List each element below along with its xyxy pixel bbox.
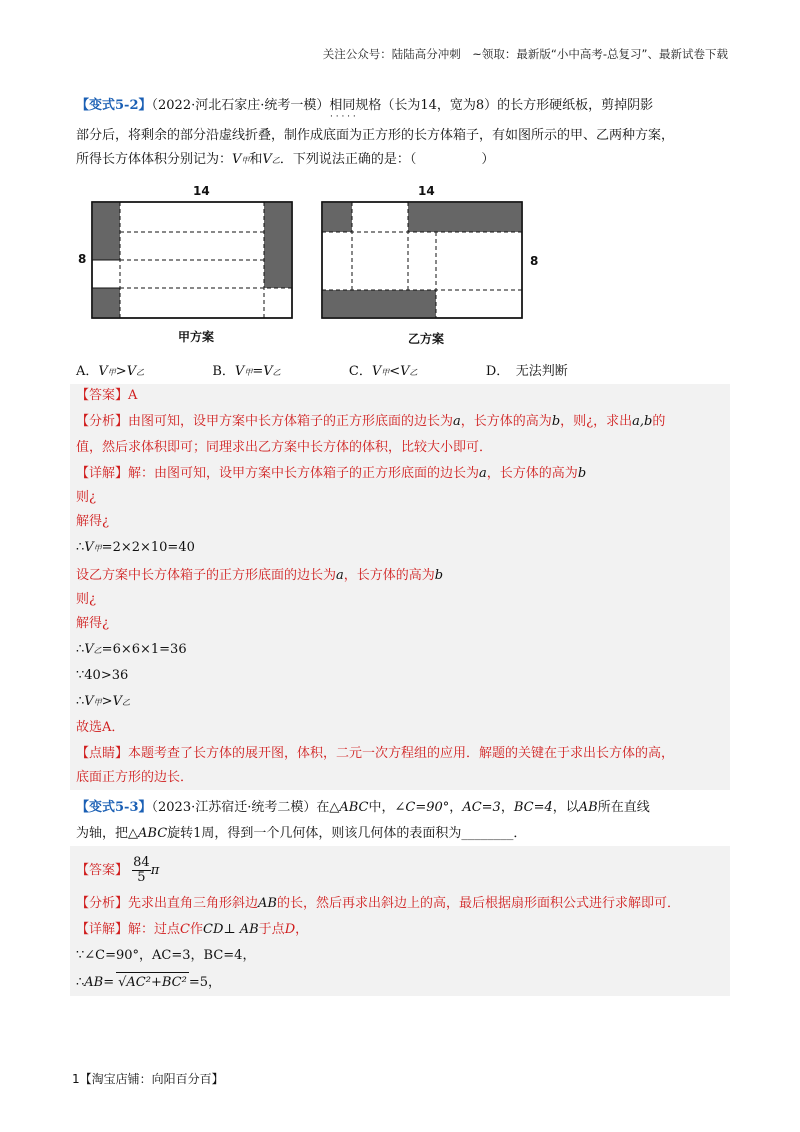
point-1-line2: 底面正方形的边长．	[76, 770, 194, 785]
question-5-2-line1: 【变式5-2】（2022·河北石家庄·统考一模）相同规格（长为14，宽为8）的长方形硬纸板，剪掉阴影	[76, 98, 654, 113]
right-width-label: 8	[530, 254, 539, 268]
page-header: 关注公众号：陆陆高分冲刺 ~领取：最新版“小中高考-总复习”、最新试卷下载	[322, 47, 728, 61]
right-length-label: 14	[418, 184, 435, 198]
detail-2-line1: 【详解】解：过点C作CD⊥ AB于点D，	[76, 922, 309, 937]
left-width-label: 8	[78, 252, 87, 266]
option-d: D． 无法判断	[485, 364, 568, 379]
analysis-1-line2: 值，然后求体积即可；同理求出乙方案中长方体的体积，比较大小即可．	[76, 440, 493, 455]
detail-2-solve: 解得¿	[76, 616, 109, 631]
detail-2-line3: ∴AB= √AC²+BC² =5，	[76, 972, 726, 993]
left-length-label: 14	[193, 184, 210, 198]
analysis-2: 【分析】先求出直角三角形斜边AB的长，然后再求出斜边上的高，最后根据扇形面积公式进行求解即可．	[76, 896, 680, 911]
emphasis-dots: · · · · ·	[330, 112, 356, 122]
v-jia-result: ∴V甲=2×2×10=40	[76, 540, 195, 555]
analysis-1-line1: 【分析】由图可知，设甲方案中长方体箱子的正方形底面的边长为a，长方体的高为b，则¿，求出a,b的	[76, 414, 666, 429]
option-c: C．	[348, 364, 372, 379]
question-5-2-line3: 所得长方体体积分别记为：V甲和V乙．下列说法正确的是：（ ）	[76, 152, 495, 167]
detail-2-then: 则¿	[76, 592, 96, 607]
point-1-line1: 【点睛】本题考查了长方体的展开图，体积，二元一次方程组的应用．解题的关键在于求出长方体的高，	[76, 746, 675, 761]
detail-2-line2: ∵∠C=90°，AC=3，BC=4，	[76, 948, 256, 963]
answer-1: 【答案】A	[76, 388, 138, 403]
v-yi-result: ∴V乙=6×6×1=36	[76, 642, 187, 657]
question-5-2-line2: 部分后，将剩余的部分沿虚线折叠，制作成底面为正方形的长方体箱子，有如图所示的甲、乙两种方案，	[76, 128, 675, 143]
question-tag: 【变式5-2】	[76, 98, 152, 113]
detail-1-then: 则¿	[76, 490, 96, 505]
option-b: B．	[212, 364, 235, 379]
option-a: A．	[76, 364, 99, 379]
detail-1-solve: 解得¿	[76, 514, 109, 529]
question-tag: 【变式5-3】	[76, 800, 152, 815]
left-caption: 甲方案	[178, 330, 215, 344]
question-5-3-line2: 为轴，把△ABC旋转1周，得到一个几何体，则该几何体的表面积为________．	[76, 826, 527, 841]
detail-1-line1: 【详解】解：由图可知，设甲方案中长方体箱子的正方形底面的边长为a，长方体的高为b	[76, 466, 587, 481]
conclusion-line: ∴V甲>V乙	[76, 694, 130, 709]
detail-1-line2: 设乙方案中长方体箱子的正方形底面的边长为a，长方体的高为b	[76, 568, 444, 583]
right-caption: 乙方案	[408, 332, 445, 346]
question-5-3-line1: 【变式5-3】（2023·江苏宿迁·统考二模）在△ABC中，∠C=90°，AC=3，BC=4，以AB所在直线	[76, 800, 650, 815]
choose-line: 故选A．	[76, 720, 125, 735]
options-row: A．V甲>V乙 B．V甲=V乙 C．V甲<V乙 D． 无法判断	[76, 364, 568, 379]
compare-line: ∵40>36	[76, 668, 129, 683]
box-net-diagrams	[80, 180, 540, 355]
answer-2: 【答案】 $\frac{84}{5}$ π	[76, 855, 160, 885]
page-footer: 1【淘宝店铺：向阳百分百】	[72, 1072, 224, 1086]
